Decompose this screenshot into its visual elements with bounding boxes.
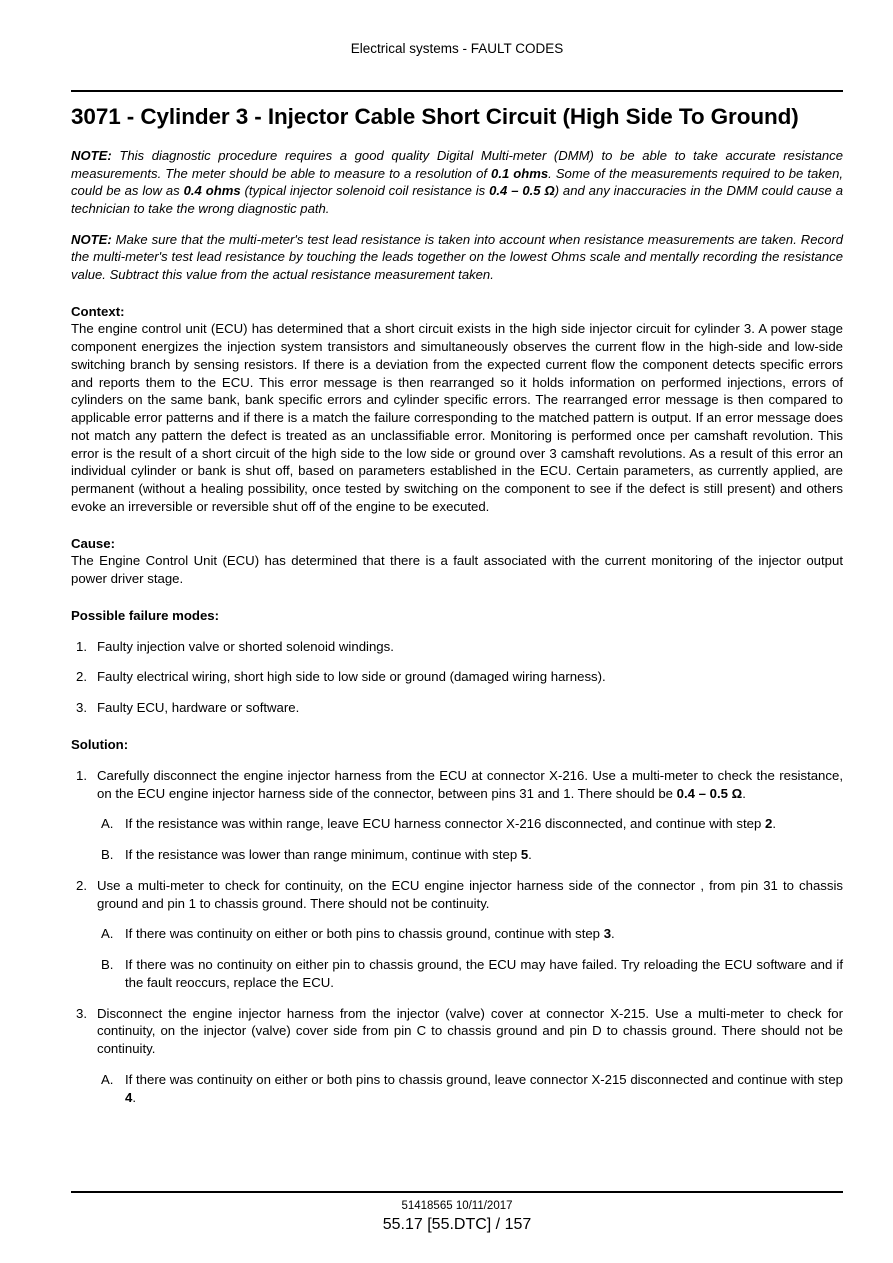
- note-1: [71, 147, 843, 217]
- substep-text-2: .: [132, 1089, 137, 1105]
- substep-bold-1: 4: [125, 1089, 133, 1105]
- footer-page-ref: 55.17 [55.DTC] / 157: [382, 1216, 532, 1233]
- substep-text-1: If the resistance was lower than range minimum, continue with step: [125, 847, 521, 863]
- list-marker: 2.: [76, 669, 87, 685]
- note-1-label: NOTE:: [71, 148, 112, 164]
- solution-step: [71, 1005, 843, 1107]
- page-footer: [71, 1191, 843, 1235]
- list-item-text: Faulty ECU, hardware or software.: [97, 700, 300, 716]
- substep-text-2: .: [528, 847, 532, 863]
- cause-heading: Cause:: [71, 535, 115, 551]
- step-marker: 2.: [76, 877, 87, 893]
- step-text-1: Disconnect the engine injector harness from the injector (valve) cover at connector X-215. Use a multi-meter to check for continuity, on the injector (valve) cover side from pin C to chassis ground and pin D to chassis ground. There should not be continuity.: [97, 1005, 843, 1057]
- substep-marker: A.: [101, 816, 114, 832]
- context-heading: Context:: [71, 303, 125, 319]
- list-item-text: Faulty injection valve or shorted solenoid windings.: [97, 638, 394, 654]
- substep-marker: B.: [101, 957, 114, 973]
- solution-substeps: [97, 815, 843, 864]
- solution-substeps: [97, 925, 843, 991]
- list-item: [71, 638, 843, 656]
- note-1-bold-1: 0.1 ohms: [491, 165, 549, 181]
- solution-step: [71, 767, 843, 864]
- list-marker: 1.: [76, 638, 87, 654]
- running-header: Electrical systems - FAULT CODES: [350, 41, 564, 56]
- note-1-text-1: This diagnostic procedure requires a good quality Digital Multi-meter (DMM) to be able to take accurate resistance measurements. The meter should be able to measure to a resolution of: [71, 148, 843, 181]
- failure-modes-section: [71, 607, 843, 717]
- step-bold-1: 0.4 – 0.5 Ω: [676, 785, 743, 801]
- solution-section: [71, 736, 843, 1106]
- substep-text-1: If the resistance was within range, leave ECU harness connector X-216 disconnected, and continue with step: [125, 816, 765, 832]
- list-marker: 3.: [76, 700, 87, 716]
- footer-rule: [71, 1191, 843, 1193]
- substep-text-1: If there was continuity on either or both pins to chassis ground, continue with step: [125, 926, 604, 942]
- step-marker: 1.: [76, 767, 87, 783]
- substep-marker: B.: [101, 847, 114, 863]
- step-text-2: .: [742, 785, 746, 801]
- note-1-bold-3: 0.4 – 0.5 Ω: [489, 183, 555, 199]
- list-item: [71, 699, 843, 717]
- note-2-label: NOTE:: [71, 231, 112, 247]
- substep-marker: A.: [101, 926, 114, 942]
- context-body: The engine control unit (ECU) has determined that a short circuit exists in the high side injector circuit for cylinder 3. A power stage component energizes the injection system transistors and simultaneously observes the current flow in the high-side and low-side switching branch by sensing resistors. If there is a deviation from the expected current flow the component detects specific errors and reports them to the ECU. This error message is then rearranged so it holds information on performed injections, errors of cylinders on the same bank, bank specific errors and cylinder specific errors. The rearranged error message is then compared to applicable error patterns and if there is a match the failure corresponding to the matched pattern is output. If an error message does not match any pattern the defect is treated as an unclassifiable error. Monitoring is performed once per camshaft revolution. This error is the result of a short circuit of the high side to the low side or ground over 3 camshaft revolutions. As a result of this error an individual cylinder or bank is shut off, based on parameters established in the ECU. Certain parameters, as currently applied, are permanent (without a healing possibility, once tested by switching on the component to see if the defect is still present) and others evoke an irreversible or reversible shut off of the engine to be executed.: [71, 321, 843, 514]
- solution-substep: [101, 815, 843, 833]
- solution-substep: [101, 956, 843, 992]
- list-item-text: Faulty electrical wiring, short high side to low side or ground (damaged wiring harness).: [97, 669, 606, 685]
- solution-heading: Solution:: [71, 736, 129, 752]
- solution-substep: [101, 846, 843, 864]
- page-title: 3071 - Cylinder 3 - Injector Cable Short Circuit (High Side To Ground): [71, 104, 799, 129]
- header-rule: [71, 90, 843, 92]
- note-1-text-2: . Some of the measurements required to be taken, could be as low as: [71, 165, 843, 199]
- failure-modes-heading: Possible failure modes:: [71, 607, 220, 623]
- step-text-1: Use a multi-meter to check for continuity, on the ECU engine injector harness side of the connector , from pin 31 to chassis ground and pin 1 to chassis ground. There should not be continuity.: [97, 877, 843, 911]
- substep-bold-1: 3: [603, 926, 612, 942]
- solution-steps: [71, 767, 843, 1107]
- failure-modes-list: [71, 638, 843, 717]
- list-item: [71, 668, 843, 686]
- note-2-text-1: Make sure that the multi-meter's test lead resistance is taken into account when resistance measurements are taken. Record the multi-meter's test lead resistance by touching the leads together on the lowest Ohms scale and mentally recording the resistance value. Subtract this value from the actual resistance measurement taken.: [71, 231, 843, 282]
- substep-bold-1: 5: [520, 847, 529, 863]
- solution-substeps: [97, 1071, 843, 1107]
- solution-substep: [101, 1071, 843, 1107]
- cause-body: The Engine Control Unit (ECU) has determined that there is a fault associated with the current monitoring of the injector output power driver stage.: [71, 553, 843, 587]
- step-text-1: Carefully disconnect the engine injector harness from the ECU at connector X-216. Use a multi-meter to check the resistance, on the ECU engine injector harness side of the connector, between pins 31 and 1. There should be: [97, 767, 843, 801]
- substep-marker: A.: [101, 1071, 114, 1087]
- substep-text-2: .: [611, 926, 615, 942]
- note-2: [71, 231, 843, 284]
- substep-text-1: If there was continuity on either or both pins to chassis ground, leave connector X-215 disconnected and continue with step: [125, 1071, 843, 1087]
- context-section: [71, 303, 843, 516]
- solution-substep: [101, 925, 843, 943]
- substep-text-1: If there was no continuity on either pin to chassis ground, the ECU may have failed. Try reloading the ECU software and if the fault reoccurs, replace the ECU.: [125, 957, 843, 990]
- step-marker: 3.: [76, 1005, 87, 1021]
- note-1-bold-2: 0.4 ohms: [183, 183, 241, 199]
- footer-doc-number: 51418565 10/11/2017: [401, 1199, 513, 1212]
- page-content: [71, 90, 843, 1106]
- cause-section: [71, 535, 843, 588]
- solution-step: [71, 877, 843, 992]
- note-1-text-3: (typical injector solenoid coil resistance is: [240, 183, 490, 199]
- substep-text-2: .: [772, 816, 776, 832]
- substep-bold-1: 2: [764, 816, 773, 832]
- note-1-text-4: ) and any inaccuracies in the DMM could cause a technician to take the wrong diagnostic path.: [71, 183, 843, 217]
